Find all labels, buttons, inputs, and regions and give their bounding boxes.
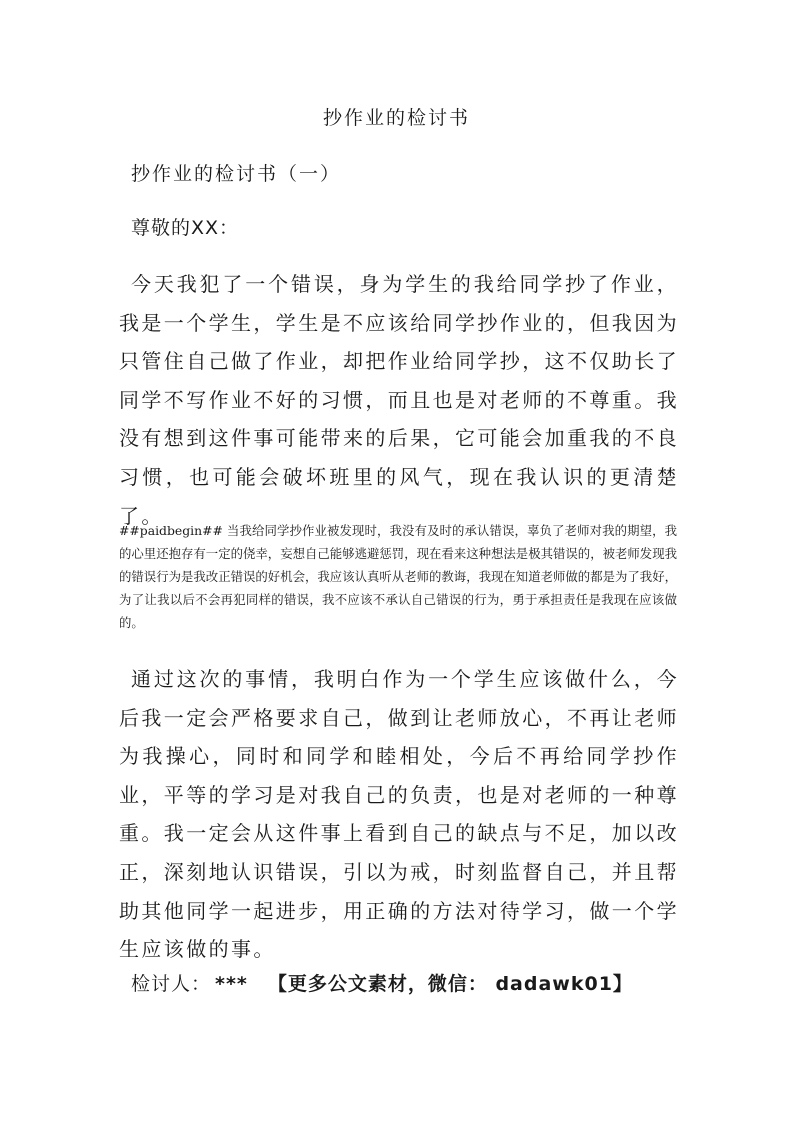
signature-name: *** xyxy=(215,973,248,995)
salutation: 尊敬的XX： xyxy=(131,217,240,239)
paragraph-confession: 今天我犯了一个错误，身为学生的我给同学抄了作业，我是一个学生，学生是不应该给同学抄作业的，但我因为只管住自己做了作业，却把作业给同学抄，这不仅助长了同学不写作业不好的习惯，而且也是对老师的不尊重。我没有想到这件事可能带来的后果，它可能会加重我的不良习惯，也可能会破坏班里的风气，现在我认识的更清楚了。 xyxy=(119,272,679,528)
signature-label: 检讨人： xyxy=(131,973,212,995)
document-subtitle: 抄作业的检讨书（一） xyxy=(131,163,342,185)
document-title: 抄作业的检讨书 xyxy=(322,107,470,129)
signature-note: 【更多公文素材，微信： dadawk01】 xyxy=(267,973,633,995)
signature-line xyxy=(131,970,633,998)
paragraph-reflection: ##paidbegin## 当我给同学抄作业被发现时，我没有及时的承认错误，辜负了老师对我的期望，我的心里还抱存有一定的侥幸，妄想自己能够逃避惩罚，现在看来这种想法是极其错误的，被老师发现我的错误行为是我改正错误的好机会，我应该认真听从老师的教诲，我现在知道老师做的都是为了我好，为了让我以后不会再犯同样的错误，我不应该不承认自己错误的行为，勇于承担责任是我现在应该做的。 xyxy=(119,523,677,630)
paragraph-resolution: 通过这次的事情，我明白作为一个学生应该做什么，今后我一定会严格要求自己，做到让老师放心，不再让老师为我操心，同时和同学和睦相处，今后不再给同学抄作业，平等的学习是对我自己的负责，也是对老师的一种尊重。我一定会从这件事上看到自己的缺点与不足，加以改正，深刻地认识错误，引以为戒，时刻监督自己，并且帮助其他同学一起进步，用正确的方法对待学习，做一个学生应该做的事。 xyxy=(119,667,679,962)
